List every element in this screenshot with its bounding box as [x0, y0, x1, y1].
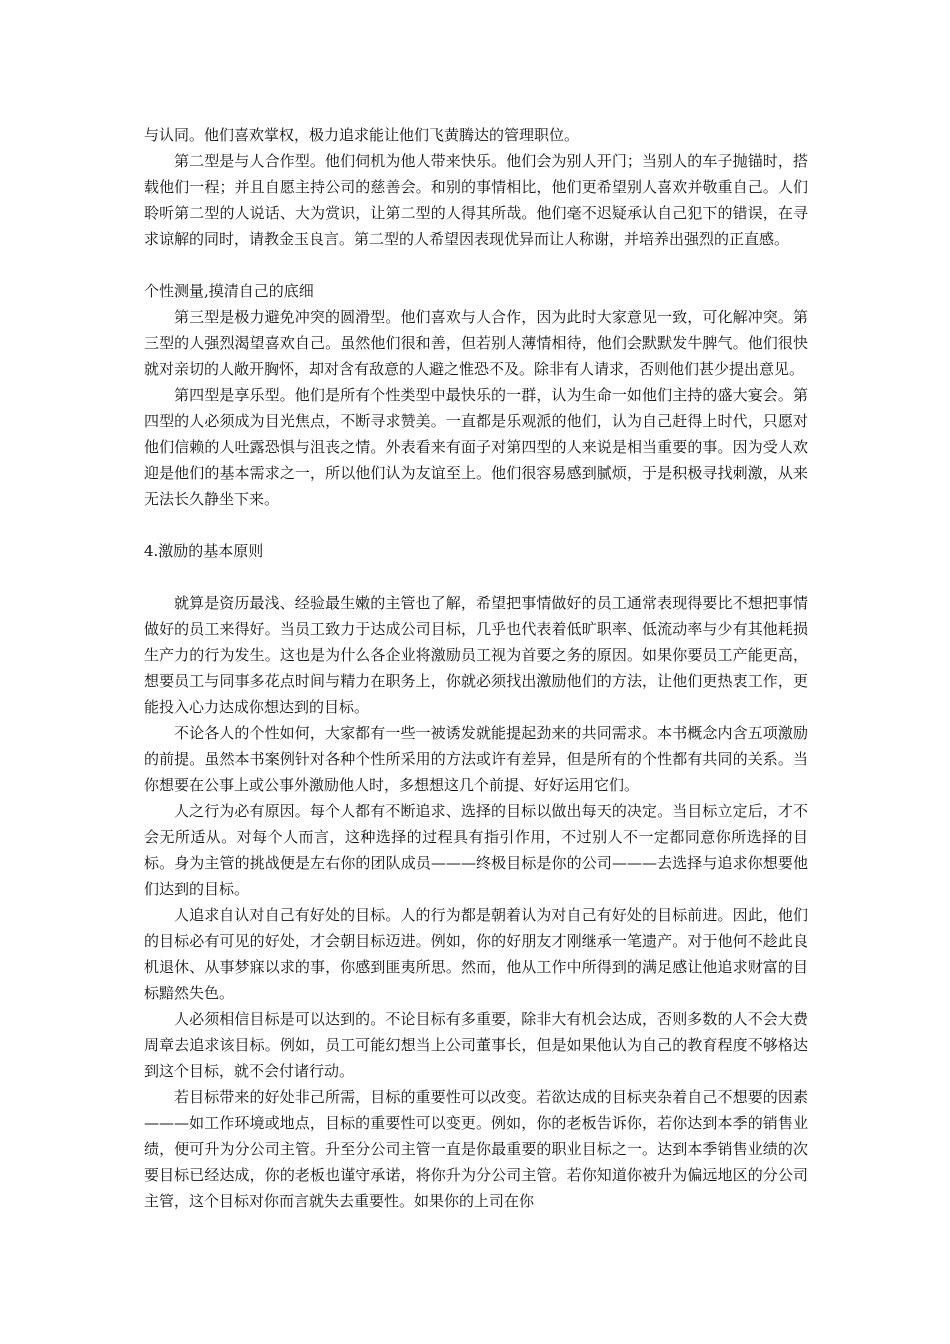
paragraph: 人追求自认对自己有好处的目标。人的行为都是朝着认为对自己有好处的目标前进。因此，他们的目标必有可见的好处，才会朝目标迈进。例如，你的好朋友才刚继承一笔遗产。对于他何不趁此良机退休、从事梦寐以求的事，你感到匪夷所思。然而，他从工作中所得到的满足感让他追求财富的目标黯然失色。	[144, 906, 808, 1002]
blank-line	[144, 564, 808, 590]
paragraph: 第四型是享乐型。他们是所有个性类型中最快乐的一群，认为生命一如他们主持的盛大宴会。第四型的人必须成为目光焦点，不断寻求赞美。一直都是乐观派的他们，认为自己赶得上时代，只愿对他们信赖的人吐露恐惧与沮丧之情。外表看来有面子对第四型的人来说是相当重要的事。因为受人欢迎是他们的基本需求之一，所以他们认为友谊至上。他们很容易感到腻烦，于是积极寻找刺激，从来无法长久静坐下来。	[144, 386, 808, 508]
paragraph: 与认同。他们喜欢掌权，极力追求能让他们飞黄腾达的管理职位。	[144, 126, 580, 144]
paragraph: 若目标带来的好处非己所需，目标的重要性可以改变。若欲达成的目标夹杂着自己不想要的因素———如工作环境或地点，目标的重要性可以变更。例如，你的老板告诉你，若你达到本季的销售业绩，便可升为分公司主管。升至分公司主管一直是你最重要的职业目标之一。达到本季销售业绩的次要目标已经达成，你的老板也谨守承诺，将你升为分公司主管。若你知道你被升为偏远地区的分公司主管，这个目标对你而言就失去重要性。如果你的上司在你	[144, 1088, 808, 1210]
blank-line	[144, 512, 808, 538]
paragraph: 不论各人的个性如何，大家都有一些一被诱发就能提起劲来的共同需求。本书概念内含五项激励的前提。虽然本书案例针对各种个性所采用的方法或许有差异，但是所有的个性都有共同的关系。当你想要在公事上或公事外激励他人时，多想想这几个前提、好好运用它们。	[144, 724, 808, 794]
paragraph: 就算是资历最浅、经验最生嫩的主管也了解，希望把事情做好的员工通常表现得要比不想把事情做好的员工来得好。当员工致力于达成公司目标，几乎也代表着低旷职率、低流动率与少有其他耗损生产力的行为发生。这也是为什么各企业将激励员工视为首要之务的原因。如果你要员工产能更高，想要员工与同事多花点时间与精力在职务上，你就必须找出激励他们的方法，让他们更热衷工作，更能投入心力达成你想达到的目标。	[144, 594, 808, 716]
section-heading: 个性测量,摸清自己的底细	[144, 282, 314, 300]
section-heading: 4.激励的基本原则	[144, 542, 264, 560]
paragraph: 人之行为必有原因。每个人都有不断追求、选择的目标以做出每天的决定。当目标立定后，才不会无所适从。对每个人而言，这种选择的过程具有指引作用，不过别人不一定都同意你所选择的目标。身为主管的挑战便是左右你的团队成员———终极目标是你的公司———去选择与追求你想要他们达到的目标。	[144, 802, 808, 898]
document-page	[144, 122, 808, 1214]
paragraph: 第二型是与人合作型。他们伺机为他人带来快乐。他们会为别人开门；当别人的车子抛锚时，搭载他们一程；并且自愿主持公司的慈善会。和别的事情相比，他们更希望别人喜欢并敬重自己。人们聆听第二型的人说话、大为赏识，让第二型的人得其所哉。他们毫不迟疑承认自己犯下的错误，在寻求谅解的同时，请教金玉良言。第二型的人希望因表现优异而让人称谢，并培养出强烈的正直感。	[144, 152, 808, 248]
paragraph: 第三型是极力避免冲突的圆滑型。他们喜欢与人合作，因为此时大家意见一致，可化解冲突。第三型的人强烈渴望喜欢自己。虽然他们很和善，但若别人薄情相待，他们会默默发牛脾气。他们很快就对亲切的人敞开胸怀，却对含有敌意的人避之惟恐不及。除非有人请求，否则他们甚少提出意见。	[144, 308, 808, 378]
paragraph: 人必须相信目标是可以达到的。不论目标有多重要，除非大有机会达成，否则多数的人不会大费周章去追求该目标。例如，员工可能幻想当上公司董事长，但是如果他认为自己的教育程度不够格达到这个目标，就不会付诸行动。	[144, 1010, 808, 1080]
blank-line	[144, 252, 808, 278]
